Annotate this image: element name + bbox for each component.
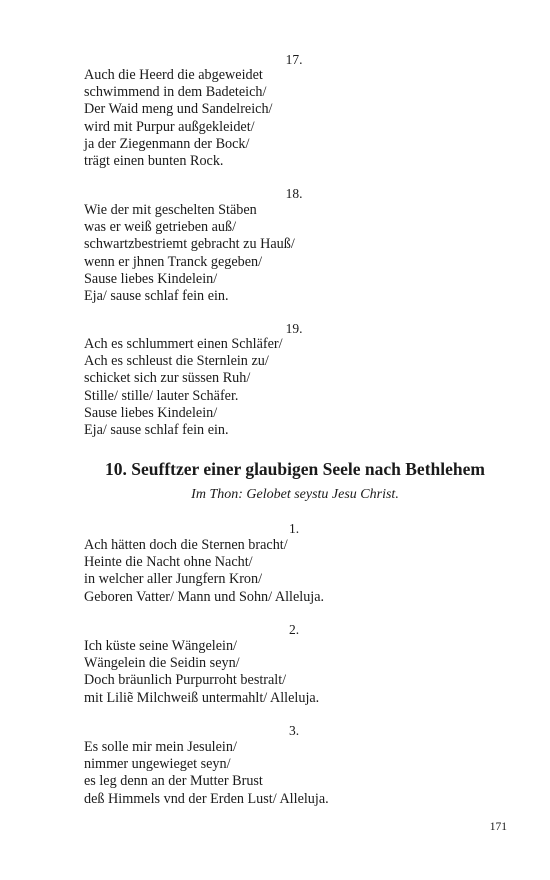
- verse-line: nimmer ungewieget seyn/: [84, 756, 231, 773]
- verse-line: ja der Ziegenmann der Bock/: [84, 135, 250, 152]
- verse-line: Wängelein die Seidin seyn/: [84, 655, 240, 672]
- verse-line: schwimmend in dem Badeteich/: [84, 84, 267, 101]
- verse-line: Es solle mir mein Jesulein/: [84, 739, 237, 755]
- verse-line: schwartzbestriemt gebracht zu Hauß/: [84, 236, 295, 253]
- song-stanza-1: [84, 537, 504, 606]
- verse-line: Stille/ stille/ lauter Schäfer.: [84, 387, 239, 404]
- verse-line: deß Himmels vnd der Erden Lust/ Alleluja.: [84, 790, 329, 807]
- page-number: 171: [489, 821, 507, 833]
- verse-line: Sause liebes Kindelein/: [84, 270, 218, 287]
- verse-line: Auch die Heerd die abgeweidet: [84, 67, 263, 83]
- verse-line: mit Liliẽ Milchweiß untermahlt/ Alleluja.: [84, 689, 320, 706]
- stanza-18: [84, 202, 504, 305]
- verse-line: Ach hätten doch die Sternen bracht/: [84, 537, 288, 553]
- verse-line: Eja/ sause schlaf fein ein.: [84, 288, 229, 305]
- verse-line: Doch bräunlich Purpurroht bestralt/: [84, 672, 287, 689]
- verse-line: in welcher aller Jungfern Kron/: [84, 571, 263, 588]
- verse-line: Heinte die Nacht ohne Nacht/: [84, 554, 253, 571]
- stanza-number-1: 1.: [288, 521, 300, 536]
- verse-line: was er weiß getrieben auß/: [84, 219, 237, 236]
- stanza-number-18: 18.: [285, 186, 303, 201]
- stanza-number-19: 19.: [285, 321, 303, 336]
- stanza-number-3: 3.: [288, 723, 300, 738]
- stanza-17: [84, 67, 504, 170]
- song-stanza-2: [84, 638, 504, 707]
- melody-note: Im Thon: Gelobet seystu Jesu Christ.: [191, 487, 399, 502]
- stanza-number-17: 17.: [285, 52, 303, 67]
- verse-line: schicket sich zur süssen Ruh/: [84, 370, 251, 387]
- verse-line: Ach es schlummert einen Schläfer/: [84, 336, 283, 352]
- verse-line: Eja/ sause schlaf fein ein.: [84, 422, 229, 439]
- verse-line: es leg denn an der Mutter Brust: [84, 773, 263, 790]
- verse-line: wenn er jhnen Tranck gegeben/: [84, 253, 263, 270]
- stanza-19: [84, 336, 504, 439]
- verse-line: Ich küste seine Wängelein/: [84, 638, 237, 654]
- verse-line: trägt einen bunten Rock.: [84, 153, 224, 170]
- verse-line: Ach es schleust die Sternlein zu/: [84, 353, 269, 370]
- verse-line: Wie der mit geschelten Stäben: [84, 202, 257, 218]
- verse-line: Der Waid meng und Sandelreich/: [84, 101, 273, 118]
- song-stanza-3: [84, 739, 504, 808]
- verse-line: Sause liebes Kindelein/: [84, 404, 218, 421]
- verse-line: wird mit Purpur außgekleidet/: [84, 118, 255, 135]
- song-title: 10. Seufftzer einer glaubigen Seele nach Bethlehem: [105, 459, 485, 479]
- verse-line: Geboren Vatter/ Mann und Sohn/ Alleluja.: [84, 588, 325, 605]
- stanza-number-2: 2.: [288, 622, 300, 637]
